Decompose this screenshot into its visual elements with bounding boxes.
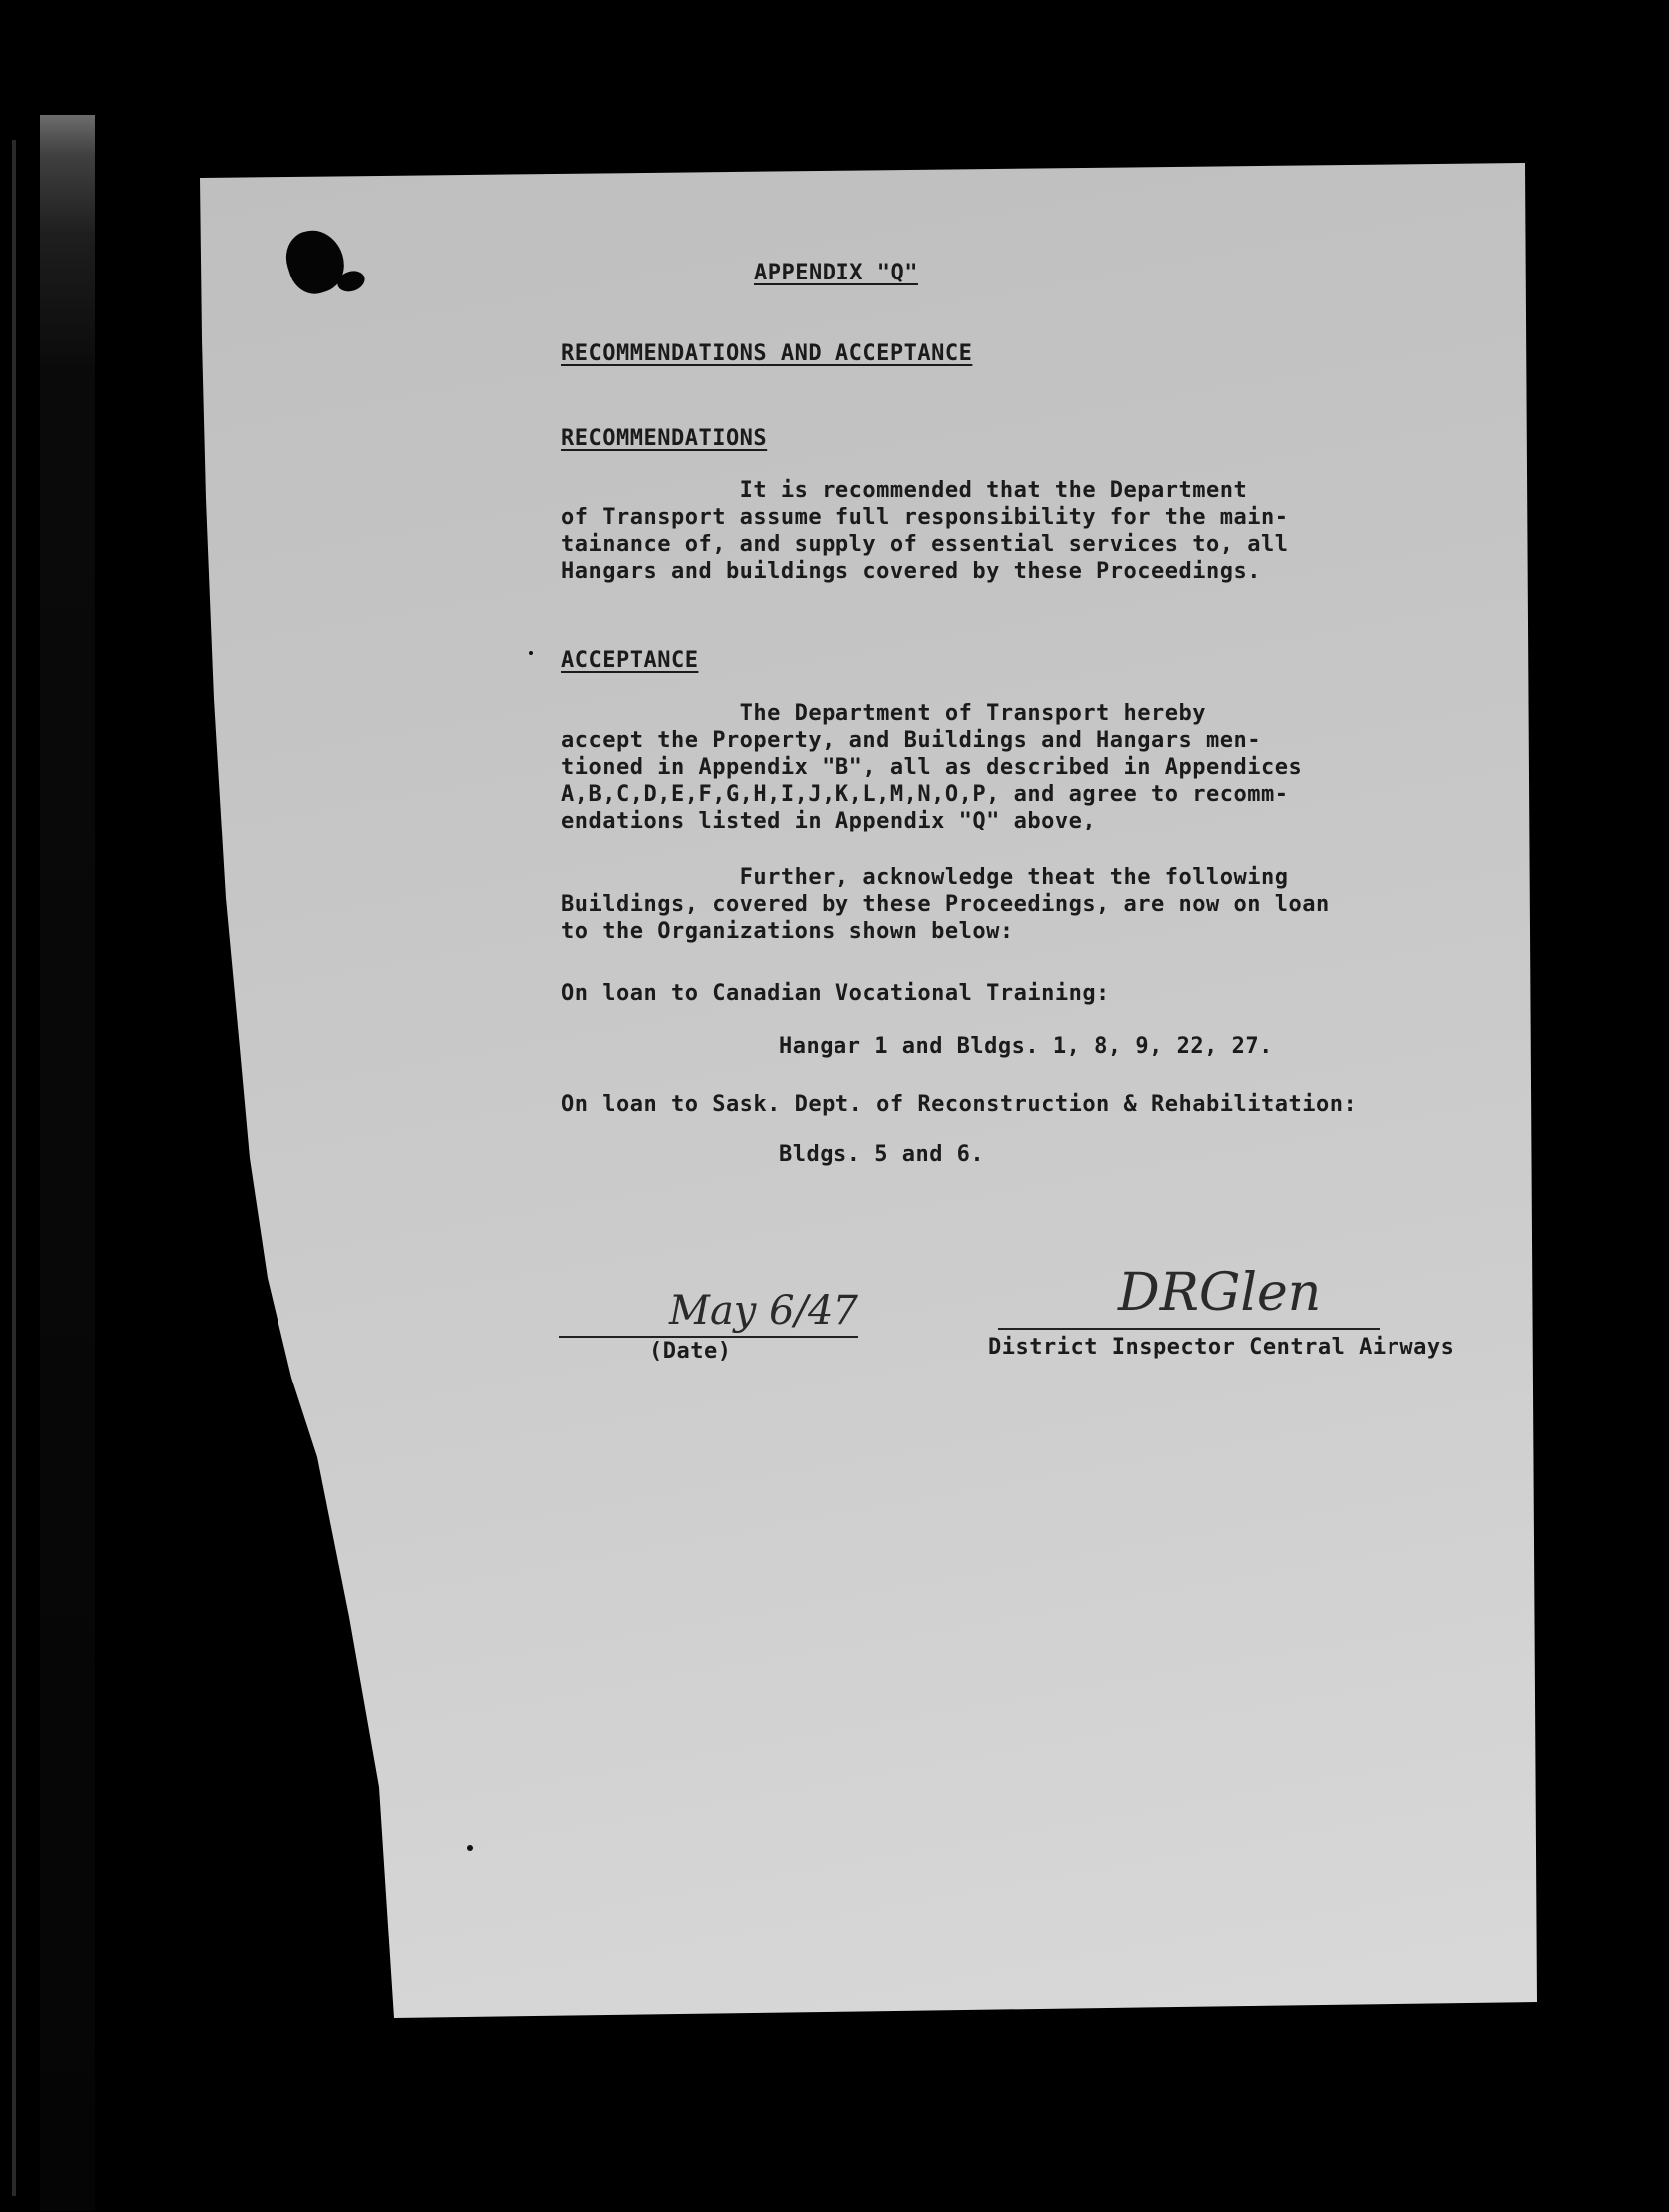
recommendations-line: It is recommended that the Department (561, 478, 1248, 503)
acceptance-line: The Department of Transport hereby (561, 701, 1207, 726)
acceptance-line: A,B,C,D,E,F,G,H,I,J,K,L,M,N,O,P, and agree to recomm- (561, 782, 1289, 807)
main-heading: RECOMMENDATIONS AND ACCEPTANCE (561, 341, 973, 366)
paper-speck (529, 651, 533, 655)
loan-sask-label: On loan to Sask. Dept. of Reconstruction & Rehabilitation: (561, 1092, 1358, 1117)
appendix-title: APPENDIX "Q" (754, 261, 918, 285)
recommendations-line: of Transport assume full responsibility for the main- (561, 505, 1289, 530)
signer-title: District Inspector Central Airways (988, 1335, 1455, 1360)
loan-line: to the Organizations shown below: (561, 919, 1014, 944)
loan-cvt-label: On loan to Canadian Vocational Training: (561, 981, 1110, 1006)
recommendations-heading: RECOMMENDATIONS (561, 426, 768, 451)
acceptance-line: endations listed in Appendix "Q" above, (561, 809, 1097, 833)
loan-line: Further, acknowledge theat the following (561, 865, 1289, 890)
film-edge-line (12, 140, 16, 2196)
paper-speck (467, 1845, 473, 1851)
signature: DRGlen (1118, 1263, 1322, 1323)
loan-cvt-items: Hangar 1 and Bldgs. 1, 8, 9, 22, 27. (779, 1034, 1273, 1059)
recommendations-line: Hangars and buildings covered by these Proceedings. (561, 559, 1262, 584)
acceptance-line: tioned in Appendix "B", all as described in Appendices (561, 755, 1303, 780)
film-edge-strip (40, 115, 95, 2211)
signature-line (998, 1328, 1380, 1330)
acceptance-heading: ACCEPTANCE (561, 648, 699, 673)
handwritten-date: May 6/47 (669, 1288, 858, 1334)
loan-sask-items: Bldgs. 5 and 6. (779, 1142, 985, 1167)
acceptance-line: accept the Property, and Buildings and Hangars men- (561, 728, 1262, 753)
date-label: (Date) (649, 1339, 732, 1364)
loan-line: Buildings, covered by these Proceedings, are now on loan (561, 892, 1330, 917)
recommendations-line: tainance of, and supply of essential services to, all (561, 532, 1289, 557)
